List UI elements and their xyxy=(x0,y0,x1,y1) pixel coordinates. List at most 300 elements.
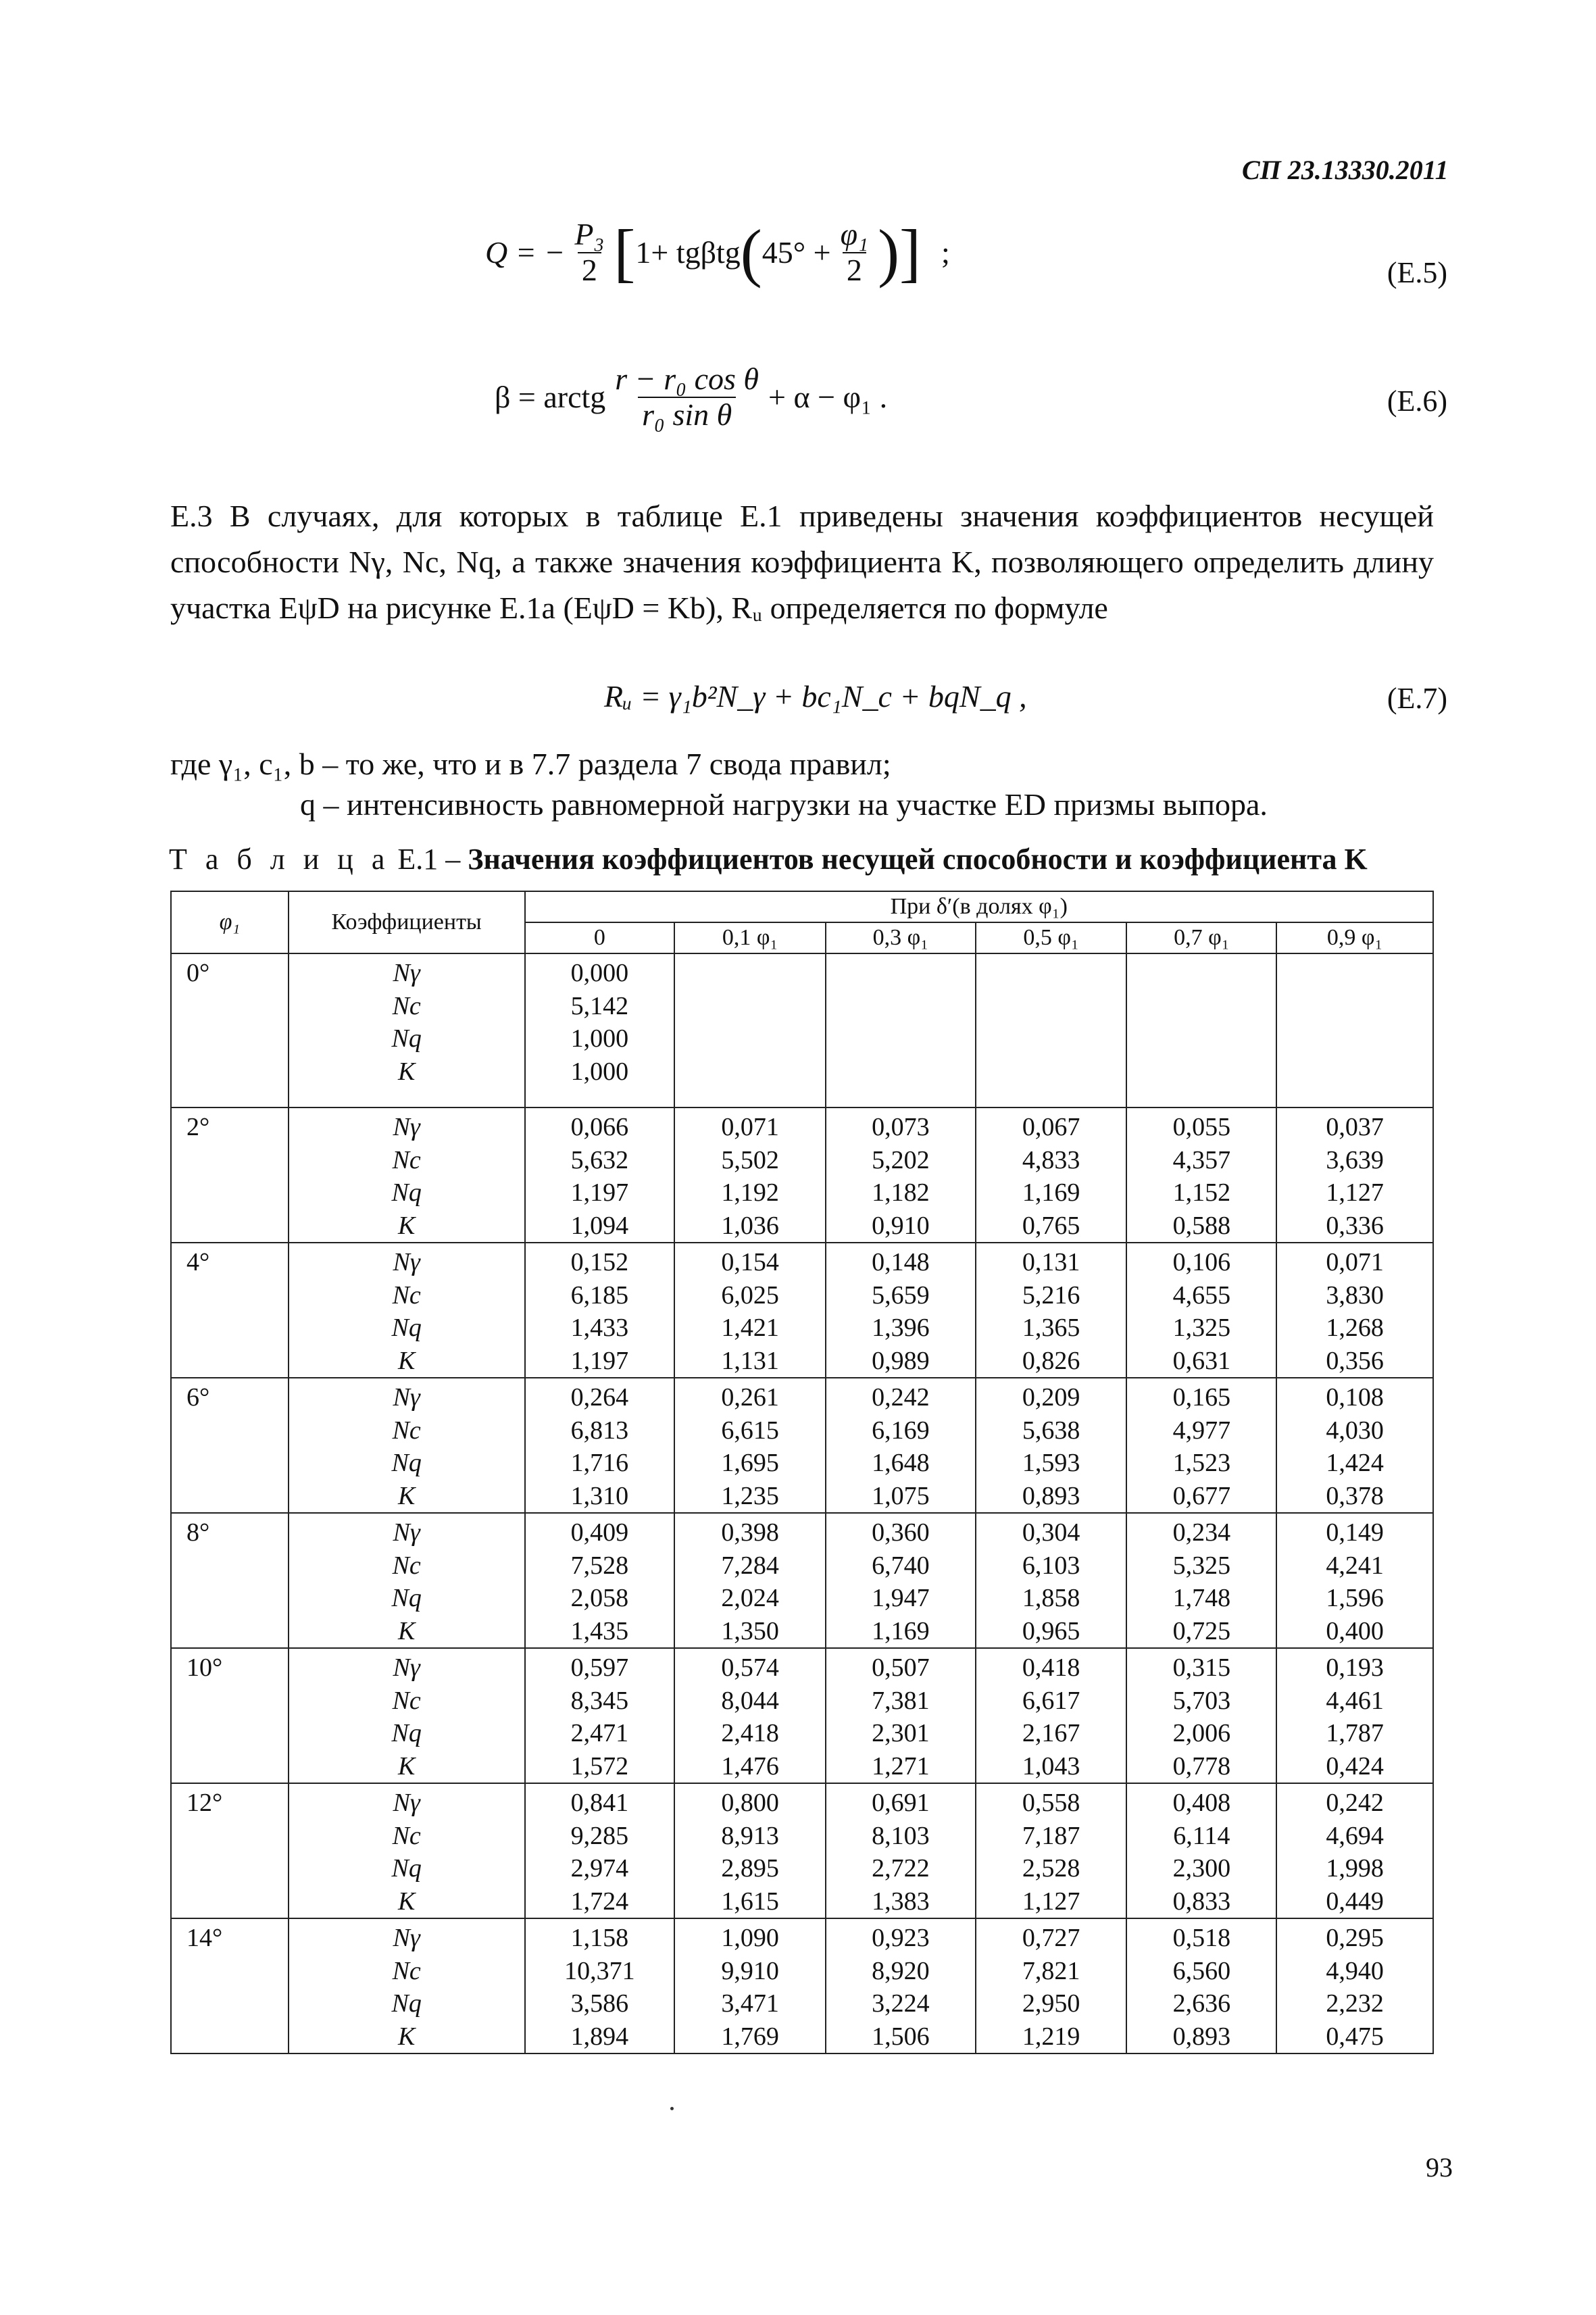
where-line-2: q – интенсивность равномерной нагрузки на участке ED призмы выпора. xyxy=(300,787,1268,822)
coefficient-name: Nq xyxy=(391,1989,422,2018)
cell-value: 0,209 xyxy=(1022,1383,1080,1412)
cell-value: 0,965 xyxy=(1022,1616,1080,1645)
formula-e5-close-bracket: ] xyxy=(899,216,921,289)
where-line-1: где γ₁, c₁, b – то же, что и в 7.7 раздела 7 свода правил; xyxy=(170,747,891,781)
value-cell xyxy=(1126,1648,1276,1783)
cell-value: 0,398 xyxy=(721,1518,779,1547)
coefficient-names-cell xyxy=(289,1513,525,1648)
header-phi: φ₁ xyxy=(171,891,289,953)
subheader-0-1: 0,1 φ₁ xyxy=(674,922,826,953)
value-cell xyxy=(525,1513,675,1648)
coefficient-names-cell xyxy=(289,1243,525,1378)
cell-value: 1,197 xyxy=(570,1178,629,1207)
value-cell xyxy=(976,1378,1127,1513)
coefficient-name: Nc xyxy=(392,991,421,1020)
cell-value: 1,396 xyxy=(872,1314,930,1342)
coefficients-table xyxy=(170,891,1434,2054)
cell-value: 2,974 xyxy=(570,1854,629,1883)
cell-value: 0,242 xyxy=(1326,1789,1384,1817)
coefficient-name: Nc xyxy=(392,1416,421,1445)
value-cell xyxy=(976,1243,1127,1378)
cell-value: 6,615 xyxy=(721,1416,779,1445)
cell-value: 1,716 xyxy=(570,1449,629,1477)
value-cell xyxy=(674,1243,826,1378)
value-cell xyxy=(1276,1107,1433,1243)
phi-cell xyxy=(171,1783,289,1918)
coefficient-name: K xyxy=(397,1057,416,1086)
cell-value: 0,558 xyxy=(1022,1789,1080,1817)
scan-dot xyxy=(670,2107,674,2110)
cell-value: 1,271 xyxy=(872,1751,930,1781)
cell-value: 1,169 xyxy=(872,1616,930,1645)
coefficient-names-cell xyxy=(289,1783,525,1918)
formula-e6-den: r₀ sin θ xyxy=(638,397,736,432)
table-caption-title: Значения коэффициентов несущей способности и коэффициента K xyxy=(468,843,1368,876)
formula-e5-den: 2 xyxy=(578,252,601,288)
phi-cell xyxy=(171,1918,289,2053)
table-row xyxy=(171,1243,1433,1378)
cell-value: 0,193 xyxy=(1326,1653,1384,1682)
value-cell xyxy=(976,1513,1127,1648)
value-cell xyxy=(525,953,675,1107)
cell-value: 10,371 xyxy=(564,1956,635,1985)
formula-e6 xyxy=(495,362,887,432)
value-cell xyxy=(976,1648,1127,1783)
cell-value: 0,242 xyxy=(872,1383,930,1412)
cell-value: 0,631 xyxy=(1172,1346,1231,1375)
cell-value: 4,461 xyxy=(1326,1686,1384,1715)
cell-value: 0,408 xyxy=(1172,1789,1231,1817)
cell-value: 0,234 xyxy=(1172,1518,1231,1547)
phi-value: 12° xyxy=(186,1789,223,1817)
phi-value: 10° xyxy=(186,1653,223,1682)
value-cell xyxy=(1126,1513,1276,1648)
coefficient-name: Nc xyxy=(392,1686,421,1715)
cell-value: 0,131 xyxy=(1022,1248,1080,1276)
cell-value: 3,471 xyxy=(721,1989,779,2018)
value-cell xyxy=(976,1783,1127,1918)
coefficient-name: Nc xyxy=(392,1956,421,1985)
cell-value: 2,528 xyxy=(1022,1854,1080,1883)
phi-cell xyxy=(171,1378,289,1513)
cell-value: 6,560 xyxy=(1172,1956,1231,1985)
cell-value: 5,502 xyxy=(721,1145,779,1174)
coefficient-name: Nq xyxy=(391,1178,422,1207)
cell-value: 1,075 xyxy=(872,1481,930,1510)
cell-value: 0,778 xyxy=(1172,1751,1231,1781)
cell-value: 0,106 xyxy=(1172,1248,1231,1276)
paragraph-e3: Е.3 В случаях, для которых в таблице Е.1 приведены значения коэффициентов несущей способности Nγ, Nc, Nq, а также значения коэффициента K, позволяющего определить длину участка EψD на рисунке Е.1а (EψD = Kb), Rᵤ определяется по формуле xyxy=(170,499,1434,625)
phi-value: 6° xyxy=(186,1383,210,1412)
value-cell xyxy=(1126,1107,1276,1243)
value-cell xyxy=(674,1648,826,1783)
cell-value: 1,724 xyxy=(570,1887,629,1916)
cell-value: 2,636 xyxy=(1172,1989,1231,2018)
cell-value: 4,694 xyxy=(1326,1821,1384,1850)
table-row xyxy=(171,1378,1433,1513)
header-coefficients: Коэффициенты xyxy=(289,891,525,953)
cell-value: 4,030 xyxy=(1326,1416,1384,1445)
formula-e5-fraction xyxy=(570,218,608,287)
value-cell xyxy=(826,1378,976,1513)
cell-value: 0,000 xyxy=(570,959,629,987)
cell-value: 4,241 xyxy=(1326,1551,1384,1580)
value-cell xyxy=(674,1783,826,1918)
cell-value: 0,507 xyxy=(872,1653,930,1682)
cell-value: 9,910 xyxy=(721,1956,779,1985)
cell-value: 5,659 xyxy=(872,1280,930,1310)
cell-value: 2,895 xyxy=(721,1854,779,1883)
cell-value: 1,748 xyxy=(1172,1584,1231,1612)
cell-value: 2,006 xyxy=(1172,1719,1231,1747)
cell-value: 0,108 xyxy=(1326,1383,1384,1412)
coefficient-name: Nq xyxy=(391,1719,422,1747)
value-cell xyxy=(674,1513,826,1648)
value-cell xyxy=(525,1783,675,1918)
cell-value: 1,858 xyxy=(1022,1584,1080,1612)
cell-value: 1,593 xyxy=(1022,1449,1080,1477)
value-cell xyxy=(1276,1243,1433,1378)
cell-value: 0,677 xyxy=(1172,1481,1231,1510)
cell-value: 0,826 xyxy=(1022,1346,1080,1375)
subheader-0-5: 0,5 φ₁ xyxy=(976,922,1127,953)
coefficient-name: Nγ xyxy=(393,1789,420,1817)
cell-value: 0,574 xyxy=(721,1653,779,1682)
cell-value: 0,356 xyxy=(1326,1346,1384,1375)
coefficient-name: Nγ xyxy=(393,959,420,987)
value-cell xyxy=(525,1378,675,1513)
table-row xyxy=(171,1918,1433,2053)
value-cell xyxy=(1276,953,1433,1107)
cell-value: 1,695 xyxy=(721,1449,779,1477)
value-cell xyxy=(525,1918,675,2053)
table-row xyxy=(171,953,1433,1107)
value-cell xyxy=(525,1107,675,1243)
cell-value: 2,232 xyxy=(1326,1989,1384,2018)
value-cell xyxy=(826,1243,976,1378)
phi-cell xyxy=(171,953,289,1107)
coefficient-name: Nγ xyxy=(393,1248,420,1276)
cell-value: 0,261 xyxy=(721,1383,779,1412)
value-cell xyxy=(976,1918,1127,2053)
cell-value: 1,152 xyxy=(1172,1178,1231,1207)
subheader-0-9: 0,9 φ₁ xyxy=(1276,922,1433,953)
table-row xyxy=(171,1783,1433,1918)
cell-value: 4,357 xyxy=(1172,1145,1231,1174)
cell-value: 5,638 xyxy=(1022,1416,1080,1445)
cell-value: 0,765 xyxy=(1022,1211,1080,1240)
cell-value: 0,304 xyxy=(1022,1518,1080,1547)
cell-value: 0,264 xyxy=(570,1383,629,1412)
phi-cell xyxy=(171,1513,289,1648)
cell-value: 1,421 xyxy=(721,1314,779,1342)
coefficient-name: Nγ xyxy=(393,1383,420,1412)
cell-value: 1,383 xyxy=(872,1887,930,1916)
cell-value: 5,216 xyxy=(1022,1280,1080,1310)
cell-value: 0,989 xyxy=(872,1346,930,1375)
cell-value: 1,192 xyxy=(721,1178,779,1207)
formula-e5-num: P₃ xyxy=(574,217,605,251)
coefficient-name: Nq xyxy=(391,1024,422,1053)
value-cell xyxy=(1276,1918,1433,2053)
cell-value: 0,800 xyxy=(721,1789,779,1817)
table-caption-number: Е.1 – xyxy=(390,843,468,876)
cell-value: 3,639 xyxy=(1326,1145,1384,1174)
cell-value: 6,740 xyxy=(872,1551,930,1580)
table-row xyxy=(171,1107,1433,1243)
cell-value: 0,449 xyxy=(1326,1887,1384,1916)
coefficient-name: Nc xyxy=(392,1551,421,1580)
cell-value: 0,725 xyxy=(1172,1616,1231,1645)
cell-value: 2,418 xyxy=(721,1719,779,1747)
formula-e5-lhs: Q = − xyxy=(485,235,566,270)
subheader-0: 0 xyxy=(525,922,675,953)
coefficient-name: Nγ xyxy=(393,1113,420,1141)
cell-value: 0,833 xyxy=(1172,1887,1231,1916)
cell-value: 2,167 xyxy=(1022,1719,1080,1747)
cell-value: 0,055 xyxy=(1172,1113,1231,1141)
cell-value: 1,094 xyxy=(570,1211,629,1240)
cell-value: 3,586 xyxy=(570,1989,629,2018)
cell-value: 0,165 xyxy=(1172,1383,1231,1412)
formula-e7-number: (E.7) xyxy=(1387,682,1447,715)
cell-value: 0,037 xyxy=(1326,1113,1384,1141)
value-cell xyxy=(826,953,976,1107)
cell-value: 8,103 xyxy=(872,1821,930,1850)
cell-value: 5,325 xyxy=(1172,1551,1231,1580)
value-cell xyxy=(976,1107,1127,1243)
cell-value: 0,588 xyxy=(1172,1211,1231,1240)
document-code: СП 23.13330.2011 xyxy=(1242,155,1449,185)
table-caption xyxy=(169,842,1368,876)
cell-value: 2,301 xyxy=(872,1719,930,1747)
value-cell xyxy=(1276,1378,1433,1513)
cell-value: 6,103 xyxy=(1022,1551,1080,1580)
cell-value: 0,073 xyxy=(872,1113,930,1141)
cell-value: 4,655 xyxy=(1172,1280,1231,1310)
cell-value: 0,071 xyxy=(721,1113,779,1141)
cell-value: 0,148 xyxy=(872,1248,930,1276)
coefficient-names-cell xyxy=(289,1648,525,1783)
cell-value: 0,378 xyxy=(1326,1481,1384,1510)
formula-e5-phi-num: φ₁ xyxy=(840,217,869,251)
coefficient-names-cell xyxy=(289,953,525,1107)
cell-value: 0,691 xyxy=(872,1789,930,1817)
value-cell xyxy=(674,1918,826,2053)
coefficient-name: Nγ xyxy=(393,1924,420,1952)
cell-value: 1,219 xyxy=(1022,2022,1080,2051)
value-cell xyxy=(525,1648,675,1783)
cell-value: 0,071 xyxy=(1326,1248,1384,1276)
coefficient-name: K xyxy=(397,1481,416,1510)
phi-value: 4° xyxy=(186,1248,210,1276)
cell-value: 2,950 xyxy=(1022,1989,1080,2018)
cell-value: 1,000 xyxy=(570,1024,629,1053)
cell-value: 7,528 xyxy=(570,1551,629,1580)
coefficient-names-cell xyxy=(289,1107,525,1243)
coefficient-name: K xyxy=(397,1887,416,1916)
phi-value: 0° xyxy=(186,959,210,987)
cell-value: 4,940 xyxy=(1326,1956,1384,1985)
value-cell xyxy=(976,953,1127,1107)
value-cell xyxy=(826,1918,976,2053)
coefficient-name: Nc xyxy=(392,1821,421,1850)
value-cell xyxy=(1126,1378,1276,1513)
phi-value: 8° xyxy=(186,1518,210,1547)
cell-value: 6,185 xyxy=(570,1280,629,1310)
formula-e5-open-paren: ( xyxy=(740,216,762,289)
formula-e6-fraction xyxy=(611,362,763,432)
cell-value: 6,025 xyxy=(721,1280,779,1310)
cell-value: 2,300 xyxy=(1172,1854,1231,1883)
cell-value: 7,187 xyxy=(1022,1821,1080,1850)
formula-e5-body: 1+ tgβtg xyxy=(635,235,741,270)
cell-value: 3,830 xyxy=(1326,1280,1384,1310)
formula-e5-open-bracket: [ xyxy=(614,216,636,289)
value-cell xyxy=(826,1107,976,1243)
coefficient-name: K xyxy=(397,1751,416,1781)
cell-value: 4,833 xyxy=(1022,1145,1080,1174)
cell-value: 7,284 xyxy=(721,1551,779,1580)
cell-value: 9,285 xyxy=(570,1821,629,1850)
cell-value: 0,152 xyxy=(570,1248,629,1276)
cell-value: 4,977 xyxy=(1172,1416,1231,1445)
phi-cell xyxy=(171,1243,289,1378)
coefficient-names-cell xyxy=(289,1918,525,2053)
cell-value: 1,235 xyxy=(721,1481,779,1510)
cell-value: 1,036 xyxy=(721,1211,779,1240)
cell-value: 1,365 xyxy=(1022,1314,1080,1342)
formula-e5-angle: 45° + xyxy=(762,235,831,270)
phi-cell xyxy=(171,1648,289,1783)
cell-value: 1,090 xyxy=(721,1924,779,1952)
cell-value: 0,315 xyxy=(1172,1653,1231,1682)
cell-value: 0,597 xyxy=(570,1653,629,1682)
coefficient-name: K xyxy=(397,1346,416,1375)
cell-value: 0,360 xyxy=(872,1518,930,1547)
cell-value: 1,615 xyxy=(721,1887,779,1916)
coefficient-name: Nc xyxy=(392,1280,421,1310)
value-cell xyxy=(826,1513,976,1648)
cell-value: 1,947 xyxy=(872,1584,930,1612)
cell-value: 1,350 xyxy=(721,1616,779,1645)
value-cell xyxy=(1276,1513,1433,1648)
cell-value: 5,142 xyxy=(570,991,629,1020)
cell-value: 0,841 xyxy=(570,1789,629,1817)
coefficient-name: K xyxy=(397,1616,416,1645)
formula-e5-tail: ; xyxy=(941,235,950,270)
cell-value: 0,893 xyxy=(1172,2022,1231,2051)
cell-value: 8,044 xyxy=(721,1686,779,1715)
value-cell xyxy=(1276,1648,1433,1783)
cell-value: 0,424 xyxy=(1326,1751,1384,1781)
value-cell xyxy=(826,1648,976,1783)
cell-value: 5,703 xyxy=(1172,1686,1231,1715)
table-caption-prefix: Т а б л и ц а xyxy=(169,843,391,876)
phi-value: 14° xyxy=(186,1924,223,1952)
formula-e6-number: (E.6) xyxy=(1387,384,1447,418)
cell-value: 6,617 xyxy=(1022,1686,1080,1715)
value-cell xyxy=(674,953,826,1107)
value-cell xyxy=(1276,1783,1433,1918)
value-cell xyxy=(1126,1783,1276,1918)
coefficient-name: Nq xyxy=(391,1449,422,1477)
formula-e5-number: (E.5) xyxy=(1387,256,1447,289)
cell-value: 0,066 xyxy=(570,1113,629,1141)
cell-value: 1,648 xyxy=(872,1449,930,1477)
cell-value: 0,409 xyxy=(570,1518,629,1547)
cell-value: 1,182 xyxy=(872,1178,930,1207)
coefficient-name: Nq xyxy=(391,1314,422,1342)
table-row xyxy=(171,1513,1433,1648)
cell-value: 0,727 xyxy=(1022,1924,1080,1952)
page-number: 93 xyxy=(1426,2152,1453,2183)
cell-value: 1,506 xyxy=(872,2022,930,2051)
coefficient-name: K xyxy=(397,1211,416,1240)
formula-e6-lhs: β = arctg xyxy=(495,380,606,415)
cell-value: 0,418 xyxy=(1022,1653,1080,1682)
cell-value: 1,424 xyxy=(1326,1449,1384,1477)
subheader-0-7: 0,7 φ₁ xyxy=(1126,922,1276,953)
table-row xyxy=(171,1648,1433,1783)
cell-value: 1,127 xyxy=(1326,1178,1384,1207)
coefficient-name: Nγ xyxy=(393,1653,420,1682)
cell-value: 0,910 xyxy=(872,1211,930,1240)
cell-value: 1,433 xyxy=(570,1314,629,1342)
cell-value: 1,476 xyxy=(721,1751,779,1781)
cell-value: 1,787 xyxy=(1326,1719,1384,1747)
cell-value: 6,114 xyxy=(1173,1821,1230,1850)
value-cell xyxy=(1126,953,1276,1107)
cell-value: 0,336 xyxy=(1326,1211,1384,1240)
cell-value: 0,295 xyxy=(1326,1924,1384,1952)
cell-value: 1,769 xyxy=(721,2022,779,2051)
cell-value: 1,435 xyxy=(570,1616,629,1645)
cell-value: 1,998 xyxy=(1326,1854,1384,1883)
table-body xyxy=(171,953,1433,2053)
formula-e6-tail: + α − φ₁ . xyxy=(768,380,888,415)
cell-value: 1,169 xyxy=(1022,1178,1080,1207)
cell-value: 1,523 xyxy=(1172,1449,1231,1477)
cell-value: 2,058 xyxy=(570,1584,629,1612)
formula-e5 xyxy=(485,218,950,287)
cell-value: 1,310 xyxy=(570,1481,629,1510)
phi-cell xyxy=(171,1107,289,1243)
cell-value: 8,920 xyxy=(872,1956,930,1985)
cell-value: 1,043 xyxy=(1022,1751,1080,1781)
value-cell xyxy=(674,1107,826,1243)
value-cell xyxy=(1126,1918,1276,2053)
cell-value: 0,400 xyxy=(1326,1616,1384,1645)
coefficient-names-cell xyxy=(289,1378,525,1513)
cell-value: 1,894 xyxy=(570,2022,629,2051)
coefficient-name: K xyxy=(397,2022,416,2051)
cell-value: 1,325 xyxy=(1172,1314,1231,1342)
cell-value: 3,224 xyxy=(872,1989,930,2018)
formula-e5-phi-den: 2 xyxy=(843,252,866,288)
cell-value: 7,381 xyxy=(872,1686,930,1715)
coefficient-name: Nγ xyxy=(393,1518,420,1547)
subheader-0-3: 0,3 φ₁ xyxy=(826,922,976,953)
cell-value: 1,131 xyxy=(721,1346,779,1375)
cell-value: 8,345 xyxy=(570,1686,629,1715)
cell-value: 1,158 xyxy=(570,1924,629,1952)
cell-value: 0,518 xyxy=(1172,1924,1231,1952)
cell-value: 2,722 xyxy=(872,1854,930,1883)
formula-e7: Rᵤ = γ₁b²N_γ + bc₁N_c + bqN_q , xyxy=(604,679,1027,714)
value-cell xyxy=(525,1243,675,1378)
cell-value: 6,169 xyxy=(872,1416,930,1445)
